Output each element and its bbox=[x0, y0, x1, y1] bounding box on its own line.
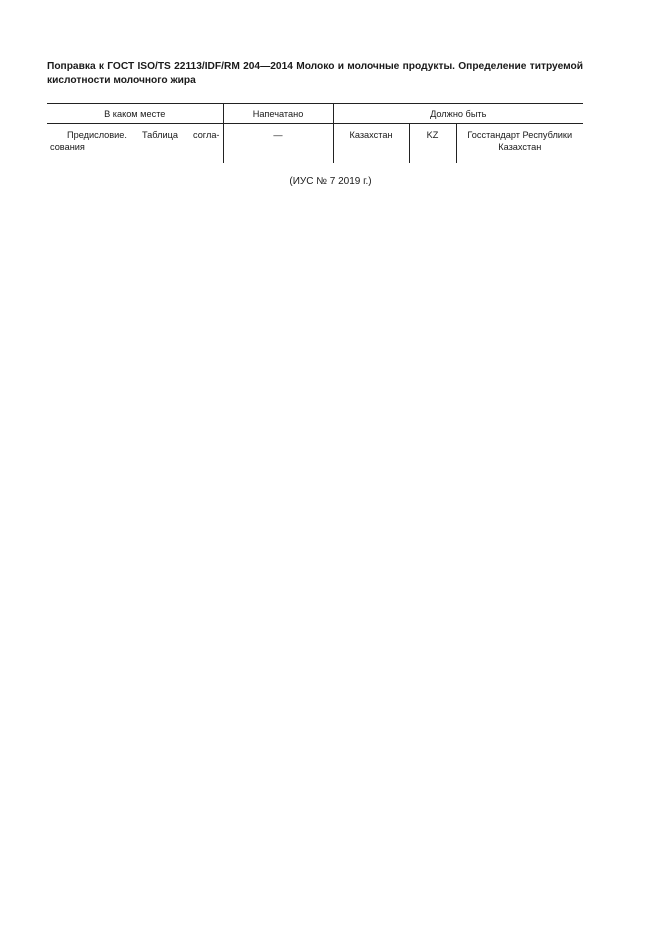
amendment-title: Поправка к ГОСТ ISO/TS 22113/IDF/RM 204—2014 Молоко и молочные продукты. Определение титруемой кислотности молочного жира bbox=[47, 61, 583, 86]
header-should-be: Должно быть bbox=[333, 104, 583, 124]
cell-printed: — bbox=[223, 124, 333, 164]
source-reference: (ИУС № 7 2019 г.) bbox=[289, 176, 372, 187]
table-header-row bbox=[47, 104, 583, 124]
amendment-table bbox=[47, 103, 583, 163]
cell-organization: Госстандарт Республики Казахстан bbox=[467, 130, 573, 152]
table-row bbox=[47, 124, 583, 164]
cell-where: Предисловие. Таблица согла-сования bbox=[47, 124, 223, 164]
cell-country: Казахстан bbox=[349, 130, 393, 140]
header-where: В каком месте bbox=[47, 104, 223, 124]
header-printed: Напечатано bbox=[223, 104, 333, 124]
cell-country-code: KZ bbox=[409, 124, 456, 164]
